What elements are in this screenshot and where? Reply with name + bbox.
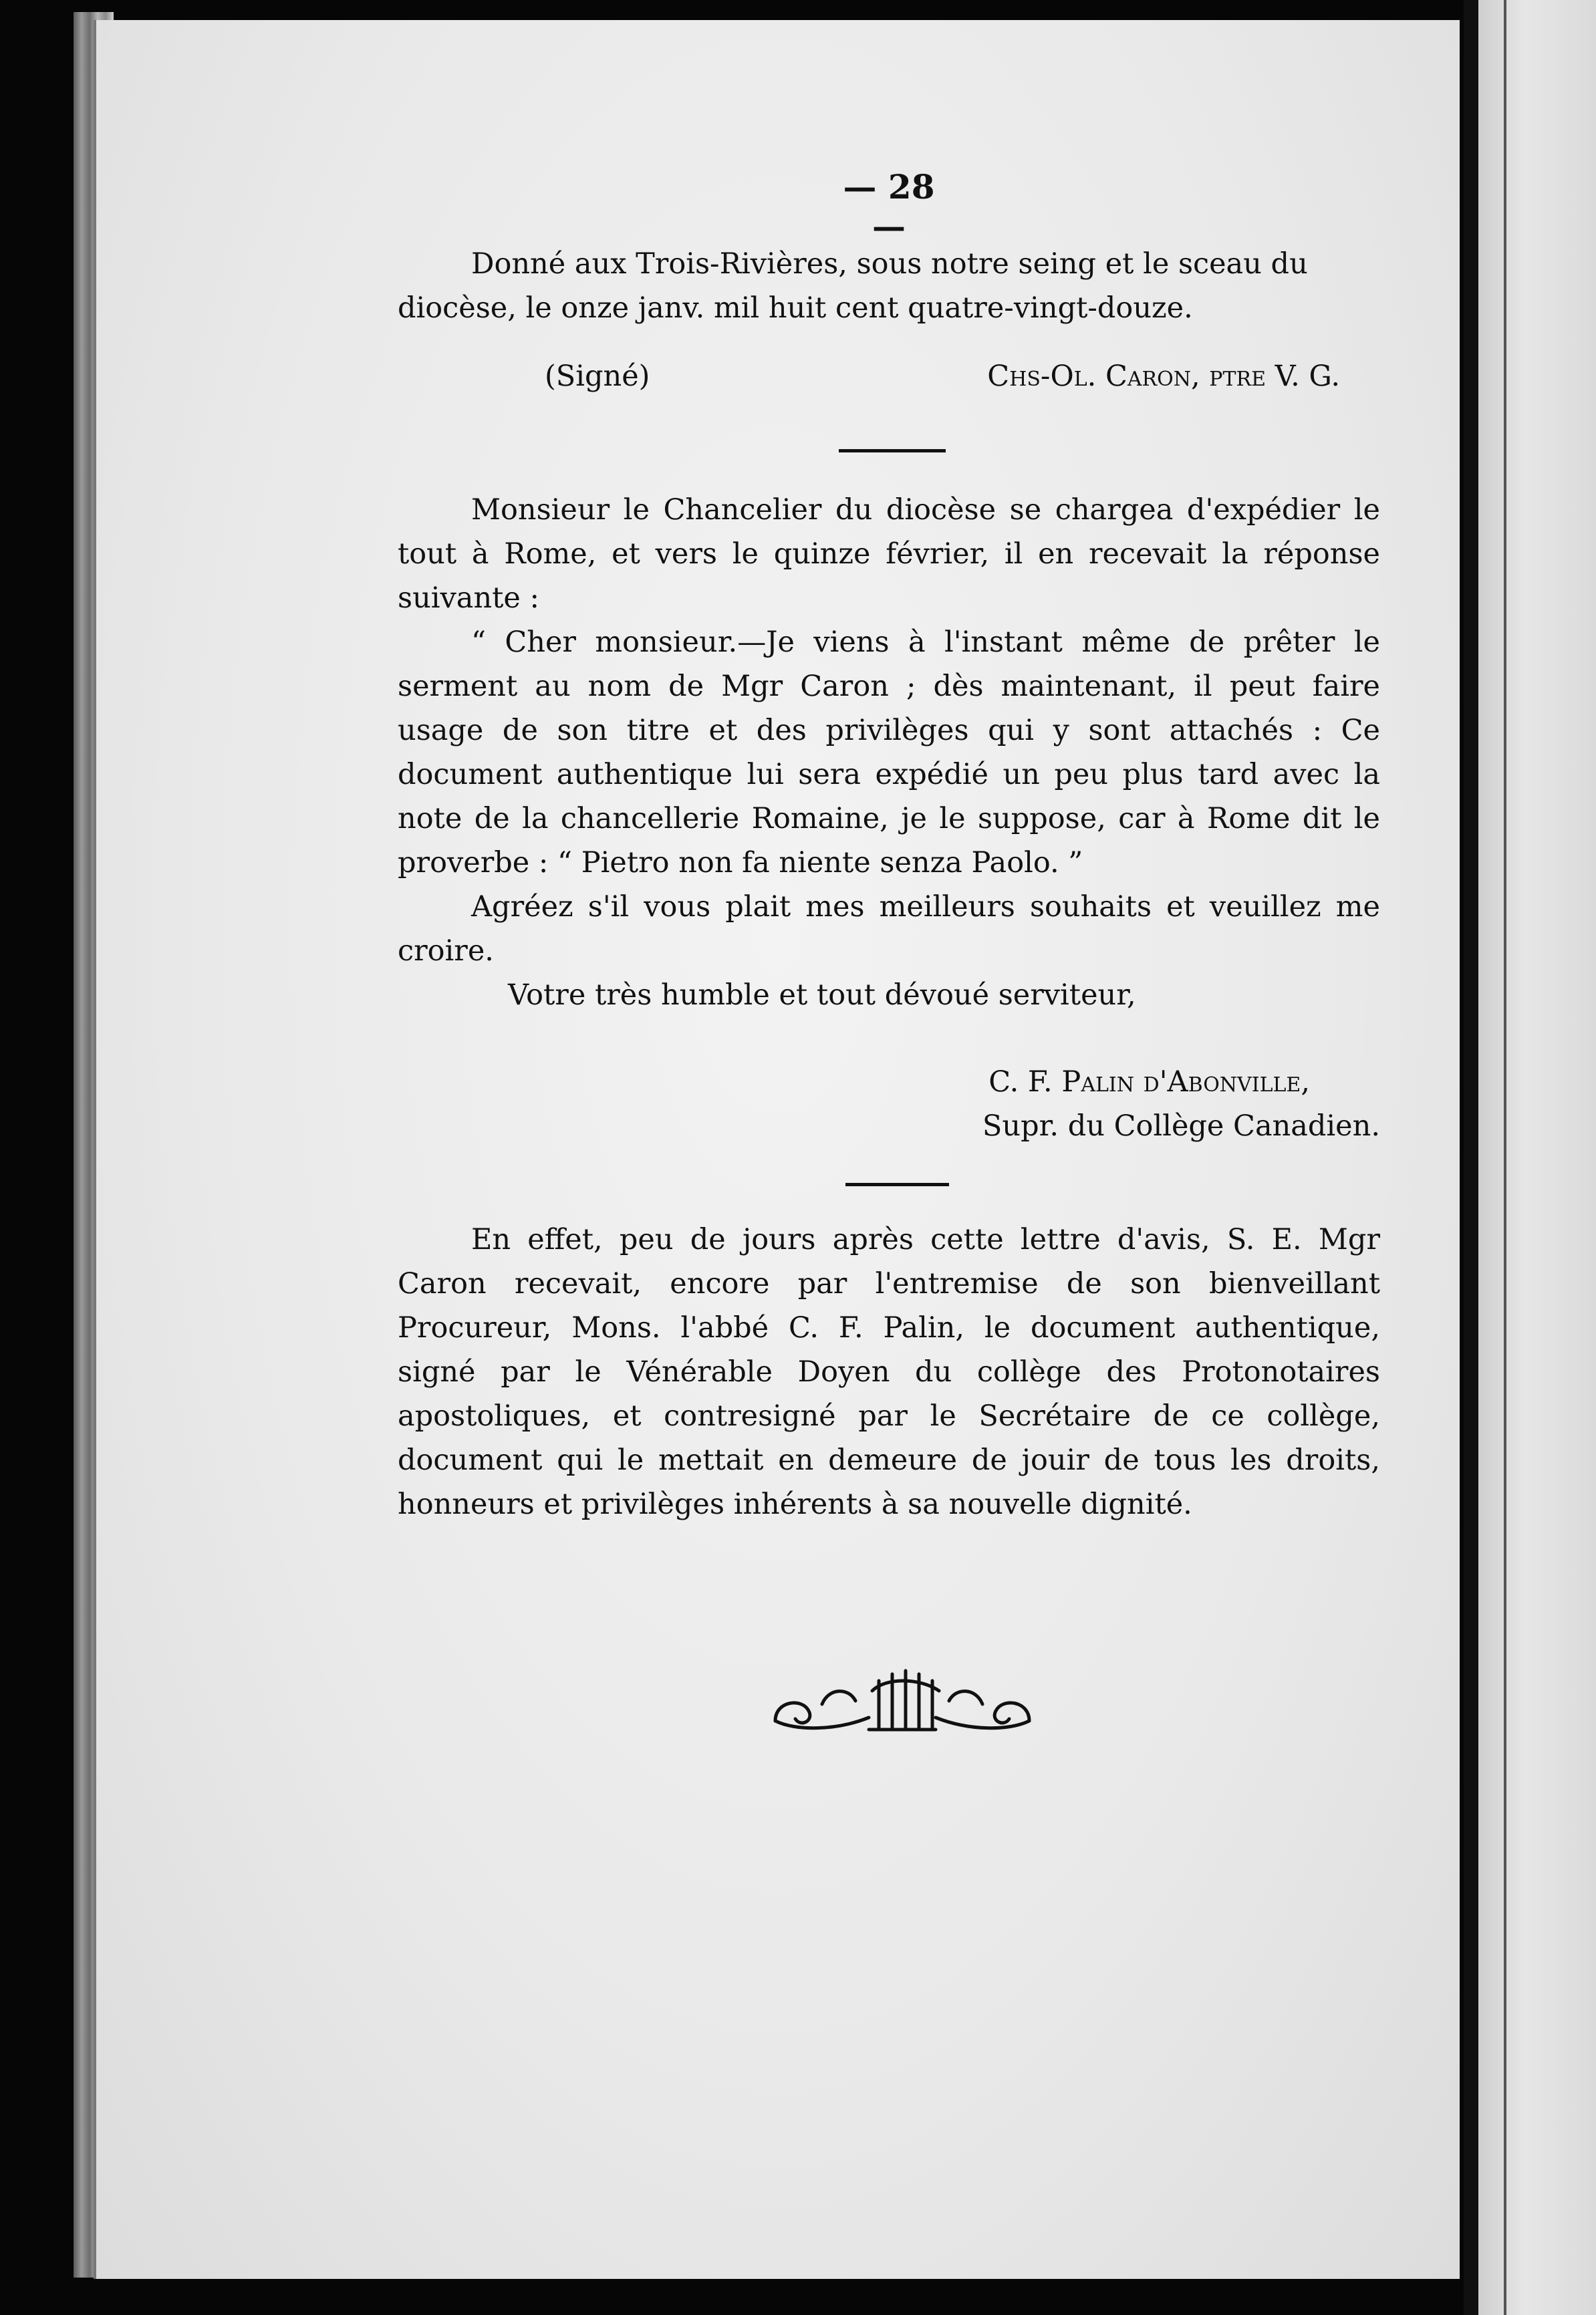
signature-left: (Signé) (545, 360, 650, 393)
dating-line-2: diocèse, le onze janv. mil huit cent quatre-vingt-douze. (398, 291, 1193, 325)
letter-signature-block (398, 1060, 1380, 1148)
letter-block (398, 620, 1380, 1017)
letter-salutation: Votre très humble et tout dévoué serviteur, (508, 978, 1136, 1012)
chancellor-paragraph: Monsieur le Chancelier du diocèse se chargea d'expédier le tout à Rome, et vers le quinze février, il en recevait la réponse suivante : (398, 493, 1380, 615)
chancellor-paragraph-block (398, 488, 1380, 620)
facing-page-edge (1478, 0, 1596, 2315)
letter-signer: C. F. Palin d'Abonville, (988, 1065, 1310, 1099)
signature-right: Chs-Ol. Caron, ptre V. G. (987, 360, 1340, 393)
final-paragraph: En effet, peu de jours après cette lettre d'avis, S. E. Mgr Caron recevait, encore par l'entremise de son bienveillant Procureur, Mons. l'abbé C. F. Palin, le document authentique, signé par le Vénérable Doyen du collège des Protonotaires apostoliques, et contresigné par le Secrétaire de ce collège, document qui le mettait en demeure de jouir de tous les droits, honneurs et privilèges inhérents à sa nouvelle dignité. (398, 1223, 1380, 1521)
letter-body: “ Cher monsieur.—Je viens à l'instant même de prêter le serment au nom de Mgr Caron ; dès maintenant, il peut faire usage de son titre et des privilèges qui y sont attachés : Ce document authentique lui sera expédié un peu plus tard avec la note de la chancellerie Romaine, je le suppose, car à Rome dit le proverbe : “ Pietro non fa niente senza Paolo. ” (398, 626, 1380, 879)
dating-block (398, 242, 1380, 330)
page-number: — 28 — (843, 167, 935, 246)
ornament-icon (762, 1664, 1043, 1744)
dating-line-1: Donné aux Trois-Rivières, sous notre seing et le sceau du (471, 247, 1308, 281)
final-paragraph-block (398, 1218, 1380, 1526)
separator-rule-1 (839, 449, 946, 452)
letter-close: Agréez s'il vous plait mes meilleurs souhaits et veuillez me croire. (398, 890, 1380, 968)
gutter-shadow (1464, 0, 1478, 2315)
facing-page-rule (1504, 0, 1506, 2315)
separator-rule-2 (845, 1183, 949, 1186)
letter-signer-title: Supr. du Collège Canadien. (982, 1109, 1380, 1143)
signature-row (398, 354, 1380, 398)
